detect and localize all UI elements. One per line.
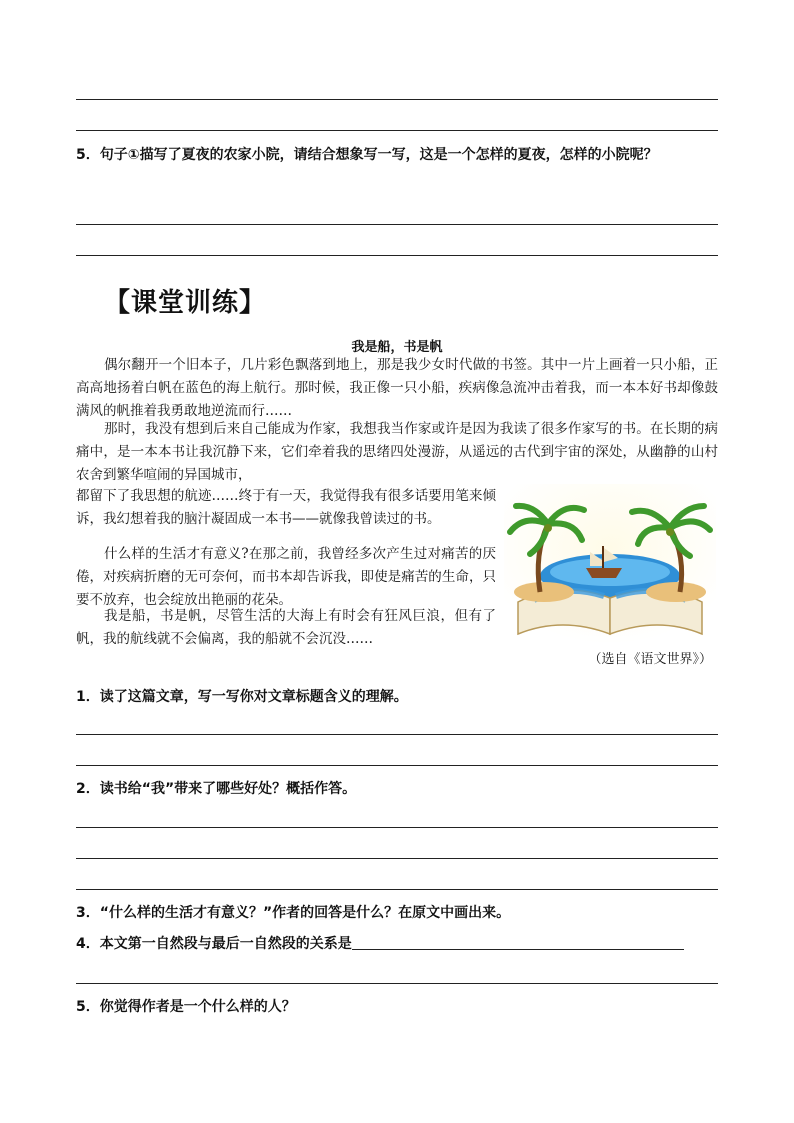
article-paragraph-2: 那时，我没有想到后来自己能成为作家，我想我当作家或许是因为我读了很多作家写的书。在长期的病痛中，是一本本书让我沉静下来，它们牵着我的思绪四处漫游，从遥远的古代到宇宙的深处，从幽静的山村农舍到繁华喧闹的异国城市， <box>76 421 718 483</box>
question-3: 3．“什么样的生活才有意义？”作者的回答是什么？在原文中画出来。 <box>76 905 511 921</box>
article-title: 我是船，书是帆 <box>351 340 443 355</box>
article-source: （选自《语文世界》） <box>588 652 712 667</box>
answer-line <box>76 889 718 890</box>
article-paragraph-1: 偶尔翻开一个旧本子，几片彩色飘落到地上，那是我少女时代做的书签。其中一片上画着一只小船，正高高地扬着白帆在蓝色的海上航行。那时候，我正像一只小船，疾病像急流冲击着我，而一本本好书却像鼓满风的帆推着我勇敢地逆流而行…… <box>76 357 718 419</box>
article-paragraph-2-continued: 都留下了我思想的航迹……终于有一天，我觉得我有很多话要用笔来倾诉，我幻想着我的脑汁凝固成一本书——就像我曾读过的书。 <box>76 488 496 527</box>
answer-line <box>76 99 718 100</box>
answer-line <box>76 734 718 735</box>
book-island-illustration <box>504 484 716 644</box>
article-paragraph-3: 什么样的生活才有意义?在那之前，我曾经多次产生过对痛苦的厌倦，对疾病折磨的无可奈何，而书本却告诉我，即使是痛苦的生命，只要不放弃，也会绽放出艳丽的花朵。 <box>76 546 496 608</box>
answer-line <box>76 983 718 984</box>
answer-line <box>76 130 718 131</box>
answer-line <box>76 858 718 859</box>
answer-line <box>76 255 718 256</box>
question-1: 1．读了这篇文章，写一写你对文章标题含义的理解。 <box>76 689 408 705</box>
question-2: 2．读书给“我”带来了哪些好处？概括作答。 <box>76 781 357 797</box>
answer-line <box>76 224 718 225</box>
question-5-top: 5．句子①描写了夏夜的农家小院，请结合想象写一写，这是一个怎样的夏夜，怎样的小院呢？ <box>76 147 658 163</box>
question-4-row <box>76 929 684 959</box>
article-paragraph-4: 我是船，书是帆，尽管生活的大海上有时会有狂风巨浪，但有了帆，我的航线就不会偏离，我的船就不会沉没…… <box>76 608 496 647</box>
answer-line <box>76 827 718 828</box>
answer-line <box>76 765 718 766</box>
question-5: 5．你觉得作者是一个什么样的人？ <box>76 999 296 1015</box>
section-title: 【课堂训练】 <box>104 288 267 318</box>
question-4: 4．本文第一自然段与最后一自然段的关系是 <box>76 936 352 952</box>
answer-blank[interactable] <box>352 935 684 950</box>
